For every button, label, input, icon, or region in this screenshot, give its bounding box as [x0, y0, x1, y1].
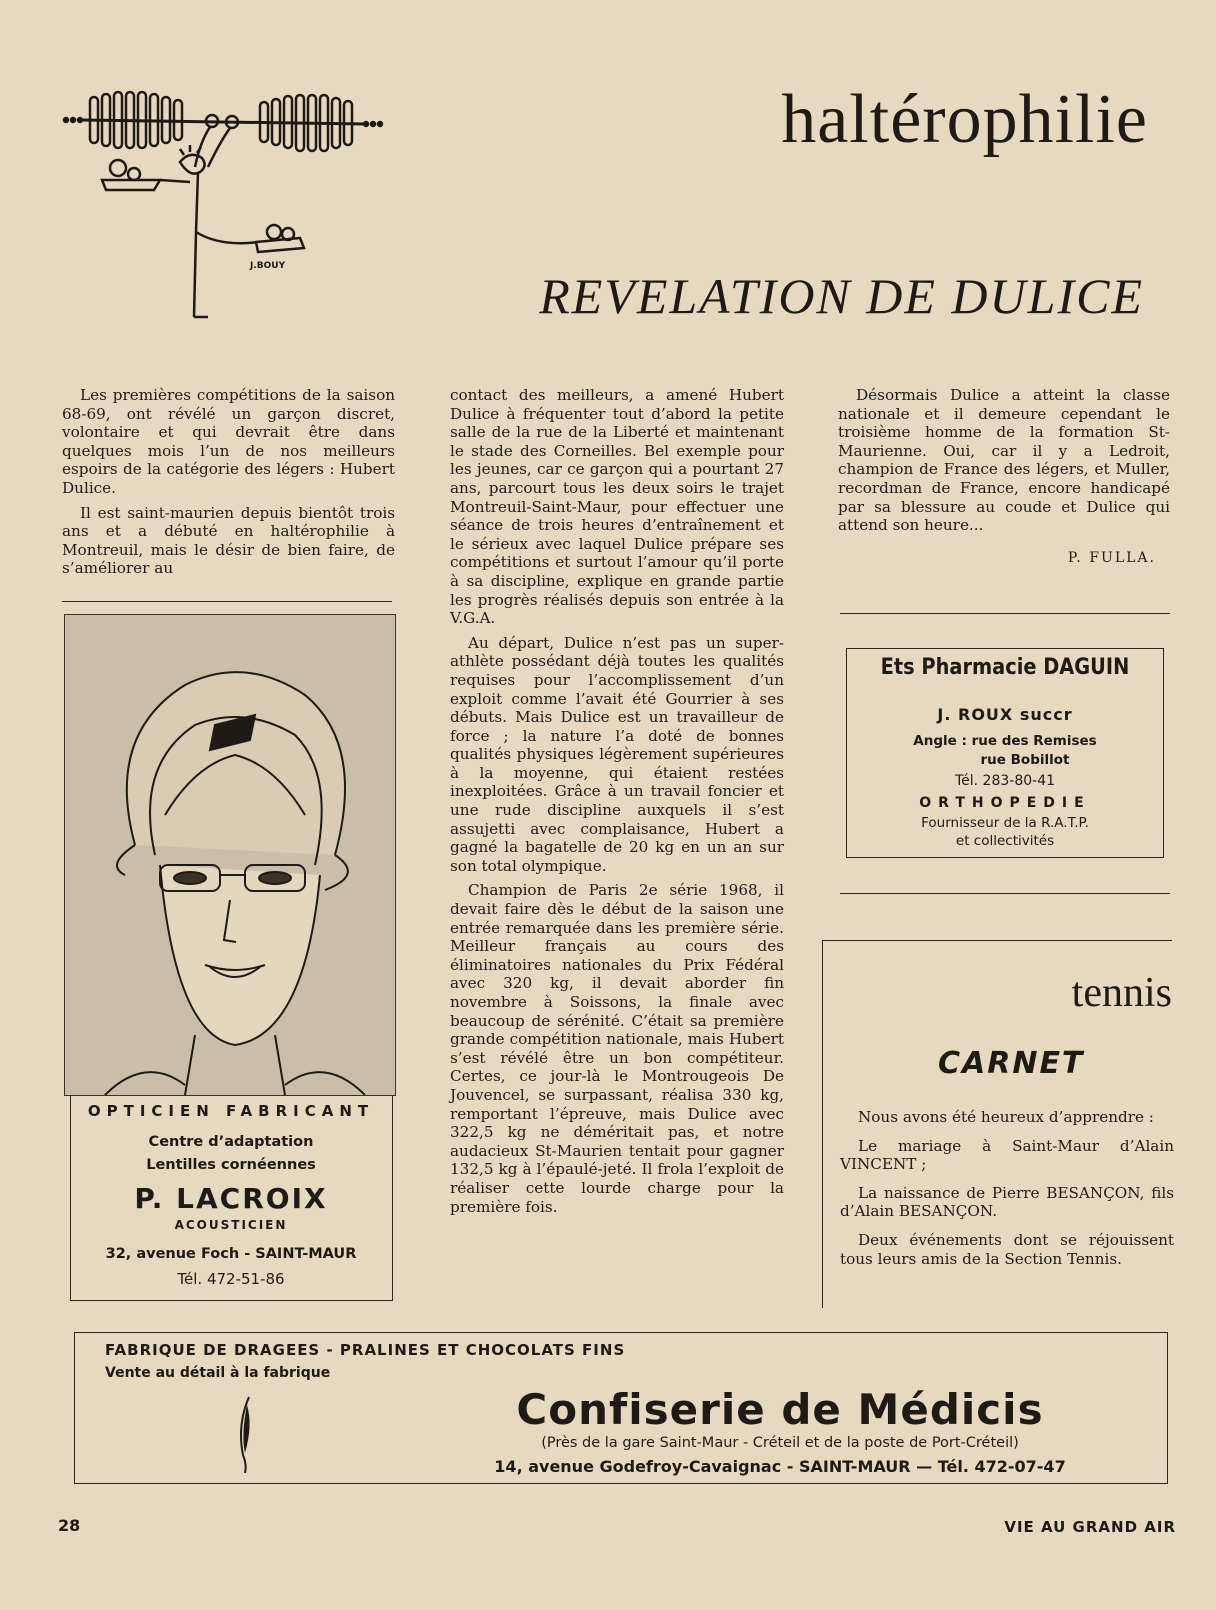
portrait-drawing [65, 615, 395, 1095]
tennis-title: tennis [1071, 970, 1172, 1016]
woman-portrait [64, 614, 396, 1096]
headline: REVELATION DE DULICE [539, 268, 1144, 324]
article-paragraph: Champion de Paris 2e série 1968, il devait faire dès le début de la saison une entrée remarquée dans les première série. Meilleur français au cours des éliminatoires nationales du Prix Fédéral avec 320 kg, il devait aborder fin novembre à Soissons, la finale avec beaucoup de sérénité. C’était sa première grande compétition nationale, mais Hubert s’est révélé être un bon compétiteur. Certes, ce jour-là le Montrougeois De Jouvencel, se surpassant, réalisa 330 kg, remportant l’épreuve, mais Dulice avec 322,5 kg ne déméritait pas, et notre audacieux St-Maurien tentait pour gagner 132,5 kg à l’épaulé-jeté. Il frola l’exploit de réaliser cette lourde charge pour la première fois. [450, 881, 784, 1216]
optician-ad [62, 614, 398, 1304]
pharmacy-ad [846, 648, 1164, 858]
confiserie-name: Confiserie de Médicis [516, 1385, 1044, 1434]
pharmacy-phone: Tél. 283-80-41 [954, 773, 1056, 789]
article-paragraph: Désormais Dulice a atteint la classe nationale et il demeure cependant le troisième homme de la formation St-Maurienne. Oui, car il y a Ledroit, champion de France des légers, et Muller, recordman de France, encore handicapé par sa blessure au coude et Dulice qui attend son heure... [838, 386, 1170, 535]
tennis-paragraph: Le mariage à Saint-Maur d’Alain VINCENT ; [840, 1136, 1174, 1174]
article-column-1 [62, 386, 395, 584]
pharmacy-owner: J. ROUX succr [937, 705, 1073, 724]
article-author: P. FULLA. [1067, 550, 1156, 566]
pharmacy-supplier1: Fournisseur de la R.A.T.P. [921, 815, 1089, 831]
column-3-divider-top [840, 613, 1170, 614]
weightlifter-drawing [60, 82, 400, 337]
optician-name: P. LACROIX [134, 1182, 328, 1215]
confiserie-line1: FABRIQUE DE DRAGEES - PRALINES ET CHOCOLATS FINS [105, 1341, 626, 1359]
optician-box-right [392, 1096, 393, 1301]
column-1-divider [62, 601, 392, 602]
tennis-box-top [822, 940, 1172, 941]
tennis-body [840, 1108, 1174, 1274]
article-paragraph: Il est saint-maurien depuis bientôt trois ans et a débuté en haltérophilie à Montreuil, mais le désir de bien faire, de s’améliorer au [62, 503, 395, 578]
tennis-paragraph: Deux événements dont se réjouissent tous leurs amis de la Section Tennis. [840, 1230, 1174, 1268]
feather-drawing [233, 1395, 263, 1475]
article-paragraph: contact des meilleurs, a amené Hubert Dulice à fréquenter tout d’abord la petite salle de la rue de la Liberté et maintenant le stade des Corneilles. Bel exemple pour les jeunes, car ce garçon qui a pourtant 27 ans, parcourt tous les deux soirs le trajet Montreuil-Saint-Maur, pour effectuer une séance de trois heures d’entraînement et le sérieux avec laquel Dulice prépare ses compétitions et surtout l’amour qu’il porte à sa discipline, explique en grande partie les progrès réalisés depuis son entrée à la V.G.A. [450, 386, 784, 628]
feather-icon [233, 1395, 263, 1475]
pharmacy-address1: Angle : rue des Remises [913, 733, 1097, 749]
article-column-3 [838, 386, 1170, 541]
article-column-2 [450, 386, 784, 1222]
weightlifter-illustration [60, 82, 400, 337]
column-3-divider-bottom [840, 893, 1170, 894]
tennis-paragraph: Nous avons été heureux d’apprendre : [858, 1108, 1154, 1126]
optician-line3: Lentilles cornéennes [146, 1157, 316, 1173]
pharmacy-address2: rue Bobillot [980, 752, 1070, 768]
confiserie-line2: Vente au détail à la fabrique [105, 1365, 331, 1381]
optician-line1: OPTICIEN FABRICANT [87, 1102, 375, 1120]
pharmacy-specialty: ORTHOPEDIE [919, 795, 1091, 811]
optician-address: 32, avenue Foch - SAINT-MAUR [105, 1246, 357, 1262]
tennis-paragraph: La naissance de Pierre BESANÇON, fils d’Alain BESANÇON. [840, 1183, 1174, 1221]
confiserie-location: (Près de la gare Saint-Maur - Créteil et de la poste de Port-Créteil) [541, 1435, 1019, 1451]
pharmacy-supplier2: et collectivités [955, 833, 1055, 849]
article-paragraph: Au départ, Dulice n’est pas un super-athlète possédant déjà toutes les qualités requises pour l’accomplissement d’un exploit comme l’avait été Gourrier à ses débuts. Mais Dulice est un travailleur de force ; la nature l’a doté de bonnes qualités physiques légèrement supérieures à la moyenne, qui étaient restées inexploitées. Grâce à un travail foncier et une rude discipline auxquels il s’est assujetti avec complaisance, Hubert a gagné la bagatelle de 20 kg en un an sur son total olympique. [450, 633, 784, 875]
pharmacy-title: Ets Pharmacie DAGUIN [880, 655, 1130, 680]
tennis-headline: CARNET [938, 1046, 1085, 1081]
optician-line2: Centre d’adaptation [148, 1134, 314, 1150]
optician-box-bottom [70, 1300, 393, 1301]
page-number: 28 [58, 1516, 81, 1535]
optician-subtitle: ACOUSTICIEN [174, 1218, 288, 1232]
confiserie-address: 14, avenue Godefroy-Cavaignac - SAINT-MAUR — Tél. 472-07-47 [494, 1457, 1066, 1476]
confiserie-ad [74, 1332, 1168, 1484]
magazine-name: VIE AU GRAND AIR [1004, 1518, 1176, 1536]
section-title: haltérophilie [781, 81, 1148, 158]
optician-phone: Tél. 472-51-86 [177, 1270, 285, 1288]
illustration-signature: J.BOUY [250, 261, 286, 271]
tennis-box-left [822, 940, 823, 1308]
article-paragraph: Les premières compétitions de la saison 68-69, ont révélé un garçon discret, volontaire et qui devrait être dans quelques mois l’un de nos meilleurs espoirs de la catégorie des légers : Hubert Dulice. [62, 386, 395, 497]
